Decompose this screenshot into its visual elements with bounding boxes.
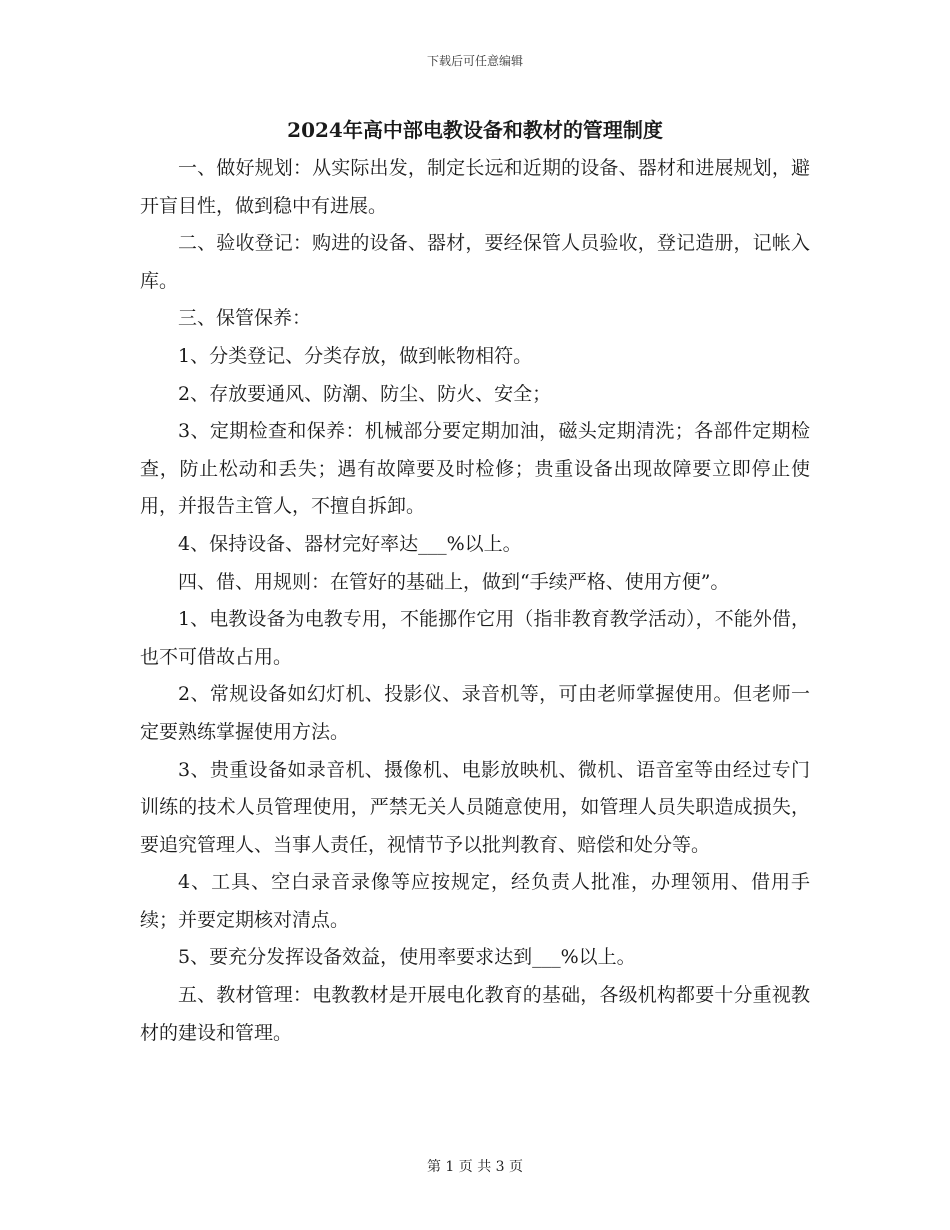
document-body [140, 150, 810, 1052]
paragraph-item-4-4: 4、工具、空白录音录像等应按规定，经负责人批准，办理领用、借用手续；并要定期核对清点。 [140, 871, 810, 931]
paragraph-section-1-planning: 一、做好规划：从实际出发，制定长远和近期的设备、器材和进展规划，避开盲目性，做到稳中有进展。 [140, 157, 810, 217]
paragraph-item-4-5: 5、要充分发挥设备效益，使用率要求达到___%以上。 [178, 946, 636, 969]
paragraph-item-3-1: 1、分类登记、分类存放，做到帐物相符。 [178, 344, 533, 367]
paragraph-item-3-3: 3、定期检查和保养：机械部分要定期加油，磁头定期清洗；各部件定期检查，防止松动和丢失；遇有故障要及时检修；贵重设备出现故障要立即停止使用，并报告主管人，不擅自拆卸。 [140, 420, 810, 518]
page-header-note: 下载后可任意编辑 [426, 54, 523, 68]
paragraph-item-4-2: 2、常规设备如幻灯机、投影仪、录音机等，可由老师掌握使用。但老师一定要熟练掌握使用方法。 [140, 683, 810, 743]
document-title: 2024年高中部电教设备和教材的管理制度 [287, 118, 663, 142]
page-number: 第 1 页 共 3 页 [426, 1159, 524, 1175]
paragraph-section-4-borrowing: 四、借、用规则：在管好的基础上，做到“手续严格、使用方便”。 [178, 570, 730, 593]
paragraph-section-2-acceptance: 二、验收登记：购进的设备、器材，要经保管人员验收，登记造册，记帐入库。 [140, 232, 810, 292]
paragraph-item-3-4: 4、保持设备、器材完好率达___%以上。 [178, 532, 522, 555]
paragraph-section-3-maintenance: 三、保管保养： [178, 307, 312, 330]
paragraph-item-4-3: 3、贵重设备如录音机、摄像机、电影放映机、微机、语音室等由经过专门训练的技术人员管理使用，严禁无关人员随意使用，如管理人员失职造成损失，要追究管理人、当事人责任，视情节予以批判教育、赔偿和处分等。 [140, 758, 810, 856]
paragraph-section-5-materials: 五、教材管理：电教教材是开展电化教育的基础，各级机构都要十分重视教材的建设和管理。 [140, 984, 810, 1044]
paragraph-item-4-1: 1、电教设备为电教专用，不能挪作它用（指非教育教学活动），不能外借，也不可借故占用。 [140, 608, 810, 668]
paragraph-item-3-2: 2、存放要通风、防潮、防尘、防火、安全； [178, 382, 552, 405]
